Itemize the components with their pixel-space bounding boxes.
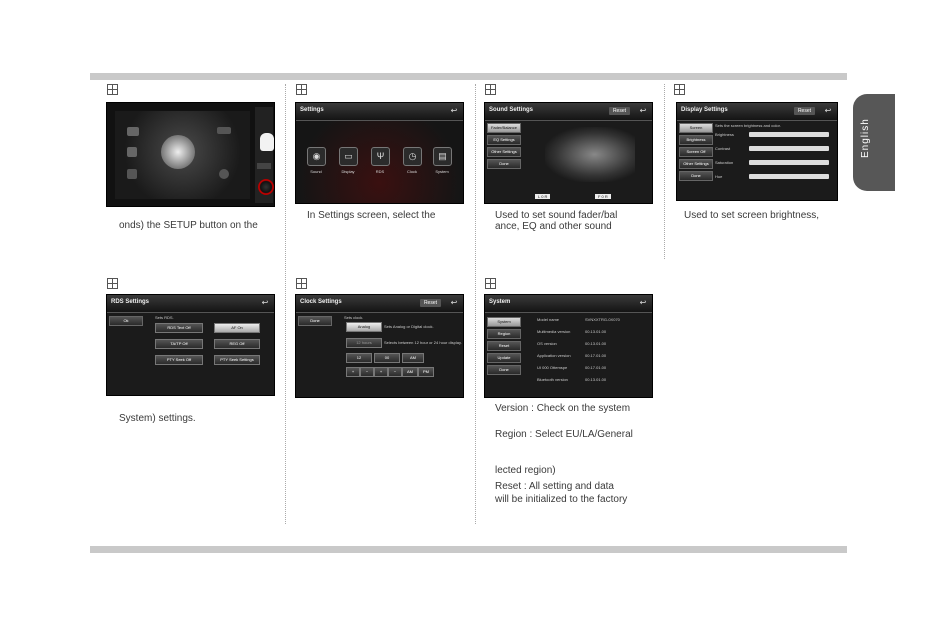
side-menu-item[interactable]: Update — [487, 353, 521, 363]
back-icon[interactable]: ↩ — [450, 298, 458, 307]
back-icon[interactable]: ↩ — [450, 106, 458, 115]
hour-format-description: Selects between 12 hour or 24 hour display. — [384, 340, 462, 345]
column-divider — [285, 84, 286, 524]
home-knob — [161, 135, 195, 169]
back-icon[interactable]: ↩ — [639, 298, 647, 307]
af-button[interactable]: AF On — [214, 323, 260, 333]
pm-button[interactable]: PM — [418, 367, 434, 377]
hour-plus-button[interactable]: + — [346, 367, 360, 377]
info-value: 00.13.01.00 — [585, 329, 607, 334]
bottom-rule — [90, 546, 847, 553]
hint-text: Sets the screen brightness and color. — [715, 123, 781, 128]
minute-plus-button[interactable]: + — [374, 367, 388, 377]
side-menu-item[interactable]: Done — [487, 159, 521, 169]
rds-text-button[interactable]: RDS Text Off — [155, 323, 203, 333]
caption-text: ance, EQ and other sound — [495, 221, 612, 232]
step-marker-icon — [107, 84, 118, 95]
icon-label: Clock — [406, 169, 417, 174]
analog-button[interactable]: Analog — [346, 322, 382, 332]
sound-settings-screen — [484, 102, 653, 204]
row-label: Saturation — [715, 160, 734, 165]
caption-text: onds) the SETUP button on the — [119, 220, 258, 231]
screen-title: Sound Settings — [489, 107, 533, 113]
caption-text: Version : Check on the system — [495, 403, 631, 414]
am-button[interactable]: AM — [402, 367, 418, 377]
language-tab: English — [853, 94, 895, 191]
screen-title: Clock Settings — [300, 299, 342, 305]
back-icon[interactable]: ↩ — [261, 298, 269, 307]
volume-knob[interactable] — [258, 179, 274, 195]
car-seat-icon — [545, 127, 635, 182]
info-key: UI 000 Ottemspe — [537, 365, 568, 370]
step-marker-icon — [296, 278, 307, 289]
info-value: 00.13.01.00 — [585, 377, 607, 382]
info-value: 00.13.01.00 — [585, 341, 607, 346]
caption-text: Used to set sound fader/bal — [495, 210, 618, 221]
caption-text: Region : Select EU/LA/General — [495, 429, 633, 440]
side-menu-item[interactable]: Fader/Balance — [487, 123, 521, 133]
step-marker-icon — [296, 84, 307, 95]
screen-title: System — [489, 299, 511, 305]
rds-settings-screen — [106, 294, 275, 396]
display-settings-screen — [676, 102, 838, 201]
info-key: OS version — [537, 341, 557, 346]
ta-tp-button[interactable]: TA/TP Off — [155, 339, 203, 349]
info-value: 00.17.01.00 — [585, 365, 607, 370]
step-marker-icon — [485, 84, 496, 95]
info-key: Model name — [537, 317, 560, 322]
back-icon[interactable]: ↩ — [639, 106, 647, 115]
reset-button[interactable]: Reset — [420, 299, 441, 307]
clock-settings-screen — [295, 294, 464, 398]
side-menu-item[interactable]: Reset — [487, 341, 521, 351]
side-menu-item[interactable]: EQ Settings — [487, 135, 521, 145]
step-marker-icon — [485, 278, 496, 289]
balance-readout: L 0 R — [535, 194, 550, 199]
top-rule — [90, 73, 847, 80]
fader-readout: F 0 R — [595, 194, 611, 199]
speaker-icon[interactable]: ◉ — [307, 147, 326, 166]
side-menu-item[interactable]: Done — [679, 171, 713, 181]
info-value: SVNXXTRG-0X070 — [585, 317, 620, 322]
ampm-field[interactable]: AM — [402, 353, 424, 363]
hint-text: Sets RDS. — [155, 315, 174, 320]
caption-text: System) settings. — [119, 413, 196, 424]
side-menu-item[interactable]: Screen Off — [679, 147, 713, 157]
row-label: Hue — [715, 174, 723, 179]
info-key: Multimedia version — [537, 329, 571, 334]
hue-slider[interactable] — [749, 174, 829, 179]
info-value: 00.17.01.00 — [585, 353, 607, 358]
reset-button[interactable]: Reset — [609, 107, 630, 115]
caption-text: Used to set screen brightness, — [684, 210, 820, 221]
ok-button[interactable]: Ok — [109, 316, 143, 326]
icon-label: Sound — [310, 169, 322, 174]
info-key: Bluetooth version — [537, 377, 568, 382]
step-marker-icon — [674, 84, 685, 95]
column-divider — [475, 84, 476, 524]
caption-text: will be initialized to the factory — [495, 494, 628, 505]
pty-seek-button[interactable]: PTY Seek Off — [155, 355, 203, 365]
row-label: Brightness — [715, 132, 734, 137]
side-menu-item[interactable]: System — [487, 317, 521, 327]
head-unit-image — [106, 102, 275, 207]
saturation-slider[interactable] — [749, 160, 829, 165]
side-menu-item[interactable]: Other Settings — [487, 147, 521, 157]
row-label: Contrast — [715, 146, 731, 151]
icon-label: RDS — [375, 169, 385, 174]
info-key: Application version — [537, 353, 571, 358]
back-icon[interactable]: ↩ — [824, 106, 832, 115]
minute-field[interactable]: 00 — [374, 353, 400, 363]
column-divider — [664, 84, 665, 259]
screen-title: Display Settings — [681, 107, 728, 113]
screen-title: Settings — [300, 107, 324, 113]
icon-label: System — [435, 169, 449, 174]
side-menu-item[interactable]: Other Settings — [679, 159, 713, 169]
hint-text: Sets clock. — [344, 315, 364, 320]
caption-text: In Settings screen, select the — [307, 210, 436, 221]
side-menu-item[interactable]: Screen — [679, 123, 713, 133]
minute-minus-button[interactable]: − — [388, 367, 402, 377]
caption-text: lected region) — [495, 465, 556, 476]
caption-text: Reset : All setting and data — [495, 481, 614, 492]
side-menu-item[interactable]: Region — [487, 329, 521, 339]
step-marker-icon — [107, 278, 118, 289]
hand-pointer-icon — [260, 133, 274, 151]
screen-title: RDS Settings — [111, 299, 150, 305]
hour-field[interactable]: 12 — [346, 353, 372, 363]
hour-format-button[interactable]: 12 hours — [346, 338, 382, 348]
system-icon[interactable]: ▤ — [433, 147, 452, 166]
reset-button[interactable]: Reset — [794, 107, 815, 115]
side-menu-item[interactable]: Brightness — [679, 135, 713, 145]
brightness-slider[interactable] — [749, 132, 829, 137]
done-button[interactable]: Done — [298, 316, 332, 326]
hour-minus-button[interactable]: − — [360, 367, 374, 377]
icon-label: Display — [341, 169, 355, 174]
system-screen — [484, 294, 653, 398]
clock-icon[interactable]: ◷ — [403, 147, 422, 166]
setup-button[interactable] — [257, 163, 271, 169]
reg-button[interactable]: REG Off — [214, 339, 260, 349]
settings-screen — [295, 102, 464, 204]
pty-seek-settings-button[interactable]: PTY Seek Settings — [214, 355, 260, 365]
analog-description: Sets Analog or Digital clock. — [384, 324, 434, 329]
antenna-icon[interactable]: Ψ — [371, 147, 390, 166]
side-menu-item[interactable]: Done — [487, 365, 521, 375]
contrast-slider[interactable] — [749, 146, 829, 151]
monitor-icon[interactable]: ▭ — [339, 147, 358, 166]
